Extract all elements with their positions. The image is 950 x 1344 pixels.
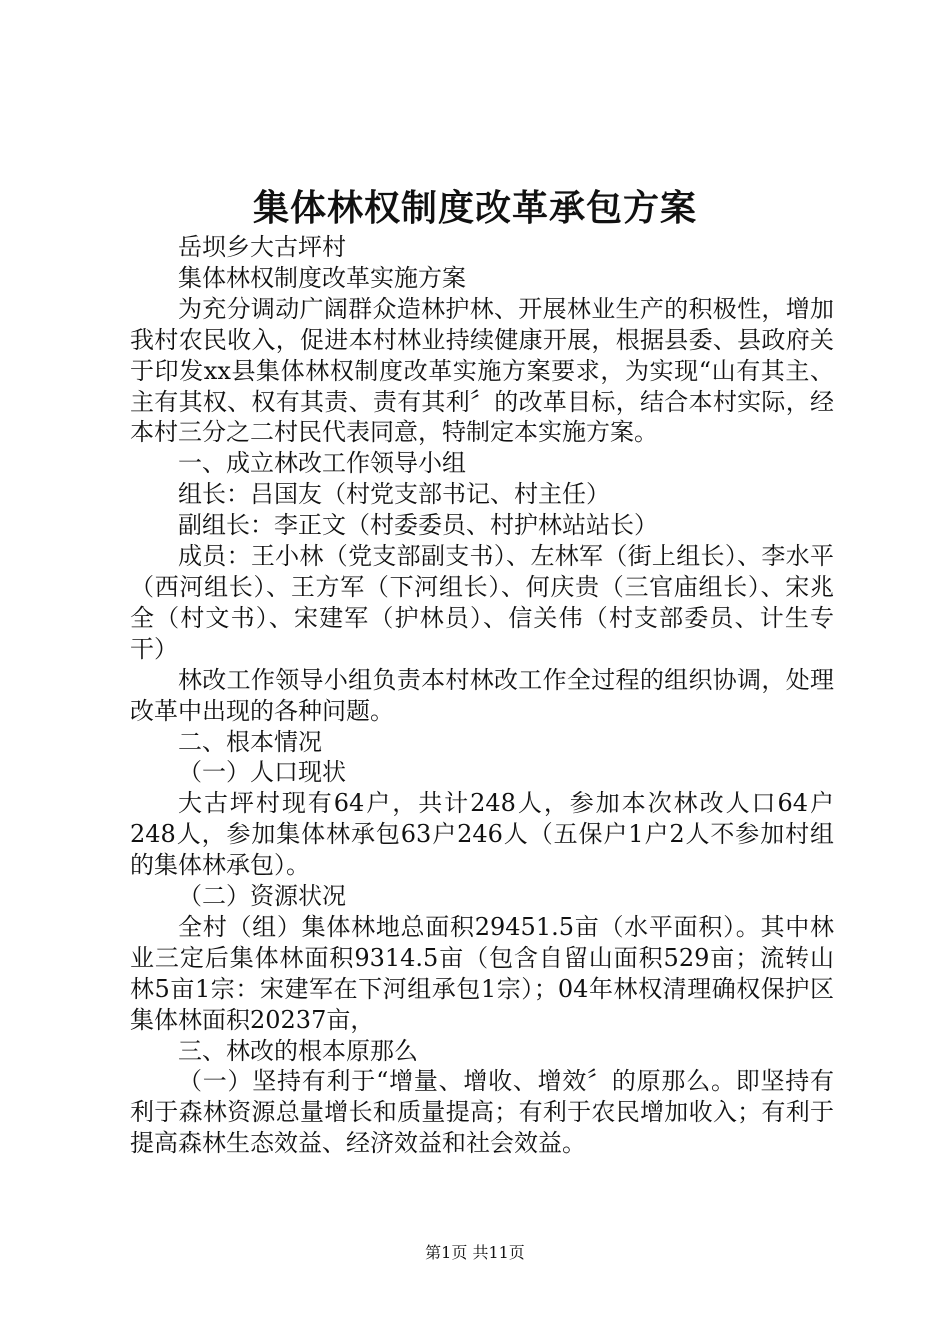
paragraph-village: 岳坝乡大古坪村 <box>178 233 346 261</box>
document-title: 集体林权制度改革承包方案 <box>252 187 697 229</box>
paragraph-plan-name: 集体林权制度改革实施方案 <box>178 263 466 292</box>
heading-section-3: 三、林改的根本原那么 <box>178 1036 418 1065</box>
paragraph-principle-1: （一）坚持有利于“增量、增收、增效〞的原那么。即坚持有利于森林资源总量增长和质量提高；有利于农民增加收入；有利于提高森林生态效益、经济效益和社会效益。 <box>130 1067 834 1158</box>
paragraph-group-duty: 林改工作领导小组负责本村林改工作全过程的组织协调，处理改革中出现的各种问题。 <box>130 665 834 725</box>
subheading-population: （一）人口现状 <box>178 758 346 787</box>
paragraph-deputy-leader: 副组长：李正文（村委委员、村护林站站长） <box>178 511 658 540</box>
paragraph-intro: 为充分调动广阔群众造林护林、开展林业生产的积极性，增加我村农民收入，促进本村林业持续健康开展，根据县委、县政府关于印发xx县集体林权制度改革实施方案要求，为实现“山有其主、主有其权、权有其责、责有其利〞的改革目标，结合本村实际，经本村三分之二村民代表同意，特制定本实施方案。 <box>130 294 834 447</box>
page-footer: 第1页 共11页 <box>425 1243 525 1262</box>
heading-section-2: 二、根本情况 <box>178 727 322 756</box>
paragraph-resources: 全村（组）集体林地总面积29451.5亩（水平面积）。其中林业三定后集体林面积9314.5亩（包含自留山面积529亩；流转山林5亩1宗：宋建军在下河组承包1宗）；04年林权清理确权保护区集体林面积20237亩， <box>130 912 834 1034</box>
document-body <box>130 232 834 1159</box>
paragraph-members: 成员：王小林（党支部副支书）、左林军（街上组长）、李水平（西河组长）、王方军（下河组长）、何庆贵（三官庙组长）、宋兆全（村文书）、宋建军（护林员）、信关伟（村支部委员、计生专干） <box>130 542 834 663</box>
heading-section-1: 一、成立林改工作领导小组 <box>178 449 466 478</box>
paragraph-leader: 组长：吕国友（村党支部书记、村主任） <box>178 480 610 509</box>
paragraph-population: 大古坪村现有64户，共计248人，参加本次林改人口64户248人，参加集体林承包63户246人（五保户1户2人不参加村组的集体林承包）。 <box>130 789 834 880</box>
subheading-resources: （二）资源状况 <box>178 882 346 911</box>
